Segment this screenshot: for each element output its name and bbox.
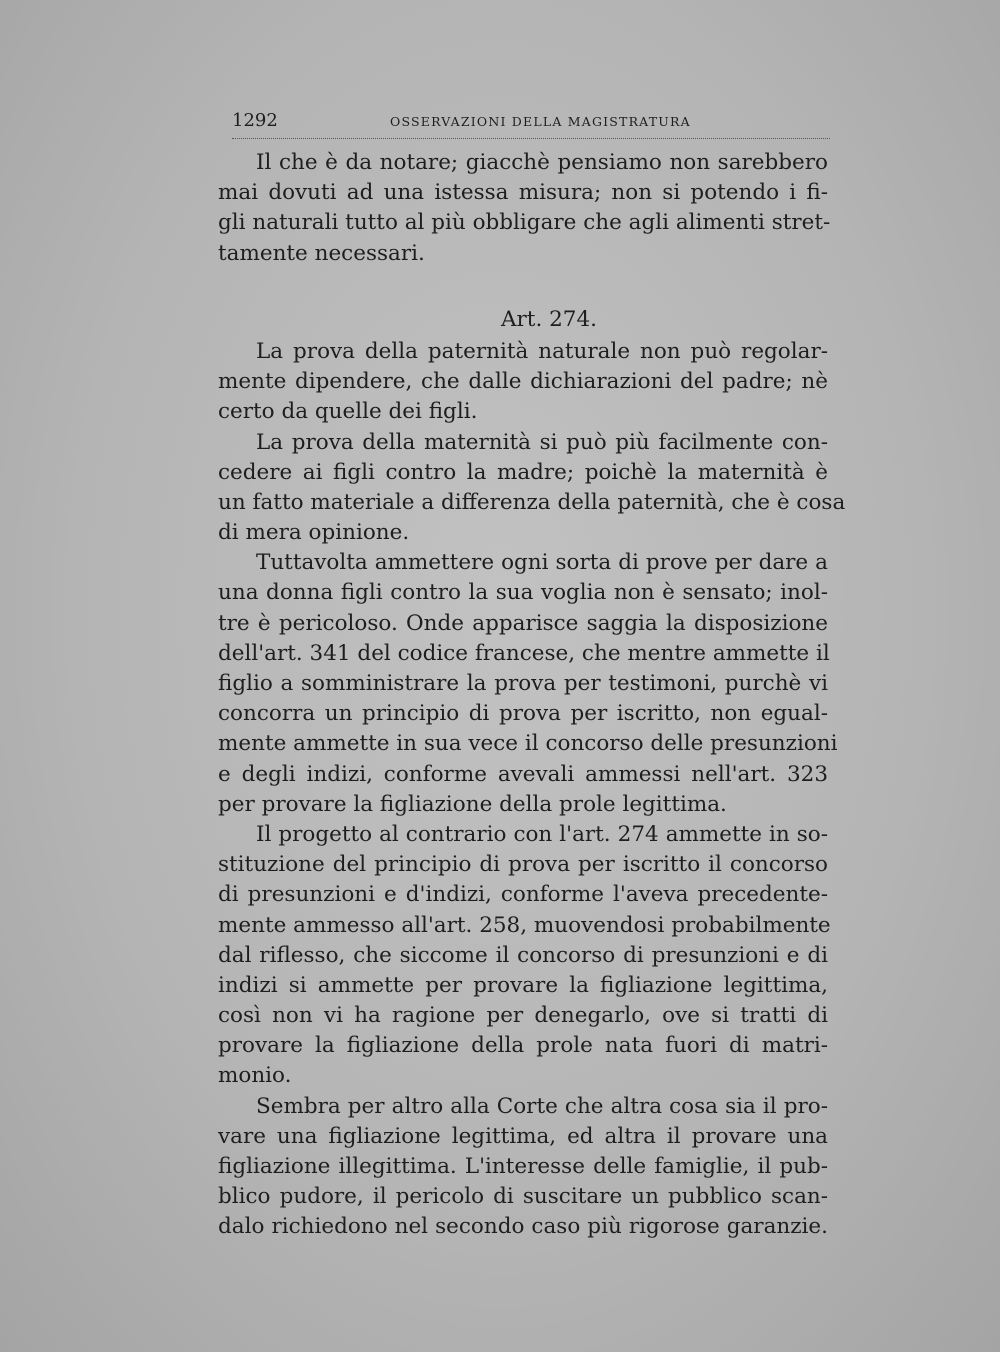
text-line: una donna figli contro la sua voglia non è sensato; inol- <box>218 580 828 606</box>
paragraph-3 <box>218 428 846 549</box>
text-line: figliazione illegittima. L'interesse delle famiglie, il pub- <box>218 1154 828 1179</box>
text-line: per provare la figliazione della prole legittima. <box>218 791 727 817</box>
text-line: stituzione del principio di prova per iscritto il concorso <box>218 852 828 878</box>
paragraph-2 <box>218 337 828 428</box>
text-line: così non vi ha ragione per denegarlo, ove si tratti di <box>218 1003 828 1029</box>
text-line: mai dovuti ad una istessa misura; non si potendo i fi- <box>218 180 828 206</box>
article-heading: Art. 274. <box>501 306 597 332</box>
text-line: figlio a somministrare la prova per testimoni, purchè vi <box>218 671 828 696</box>
paragraph-4 <box>218 548 838 820</box>
text-line: blico pudore, il pericolo di suscitare un pubblico scan- <box>218 1184 828 1210</box>
paragraph-6 <box>218 1092 828 1243</box>
text-line: provare la figliazione della prole nata fuori di matri- <box>218 1033 828 1059</box>
text-line: indizi si ammette per provare la figliazione legittima, <box>218 972 828 998</box>
text-line: tre è pericoloso. Onde apparisce saggia la disposizione <box>218 610 828 636</box>
text-line: gli naturali tutto al più obbligare che agli alimenti stret- <box>218 210 831 236</box>
text-line: La prova della maternità si può più facilmente con- <box>256 429 828 455</box>
text-line: dalo richiedono nel secondo caso più rigorose garanzie. <box>218 1214 828 1240</box>
paragraph-5 <box>218 820 831 1092</box>
text-line: un fatto materiale a differenza della paternità, che è cosa <box>218 489 846 515</box>
text-line: vare una figliazione legittima, ed altra il provare una <box>218 1123 828 1149</box>
text-line: di presunzioni e d'indizi, conforme l'aveva precedente- <box>218 882 828 908</box>
text-line: cedere ai figli contro la madre; poichè la maternità è <box>218 459 828 485</box>
text-line: mente ammesso all'art. 258, muovendosi probabilmente <box>218 912 831 938</box>
page-number: 1292 <box>232 110 278 131</box>
text-line: dal riflesso, che siccome il concorso di presunzioni e di <box>218 942 828 968</box>
running-title: OSSERVAZIONI DELLA MAGISTRATURA <box>390 114 691 129</box>
text-line: Tuttavolta ammettere ogni sorta di prove per dare a <box>256 550 828 576</box>
text-line: certo da quelle dei figli. <box>218 399 478 425</box>
text-line: dell'art. 341 del codice francese, che mentre ammette il <box>218 640 830 666</box>
text-line: tamente necessari. <box>218 240 425 266</box>
text-line: Il progetto al contrario con l'art. 274 ammette in so- <box>256 821 828 847</box>
text-line: Sembra per altro alla Corte che altra cosa sia il pro- <box>256 1093 828 1119</box>
page-header <box>232 108 830 139</box>
text-line: monio. <box>218 1063 292 1089</box>
paragraph-1 <box>218 148 831 269</box>
text-line: concorra un principio di prova per iscritto, non egual- <box>218 701 828 727</box>
text-line: e degli indizi, conforme avevali ammessi nell'art. 323 <box>218 761 828 787</box>
text-line: Il che è da notare; giacchè pensiamo non sarebbero <box>256 150 828 175</box>
text-line: mente ammette in sua vece il concorso delle presunzioni <box>218 731 838 757</box>
text-line: mente dipendere, che dalle dichiarazioni del padre; nè <box>218 369 828 395</box>
body-text <box>218 148 846 1243</box>
text-line: di mera opinione. <box>218 520 410 546</box>
text-line: La prova della paternità naturale non può regolar- <box>256 338 828 364</box>
